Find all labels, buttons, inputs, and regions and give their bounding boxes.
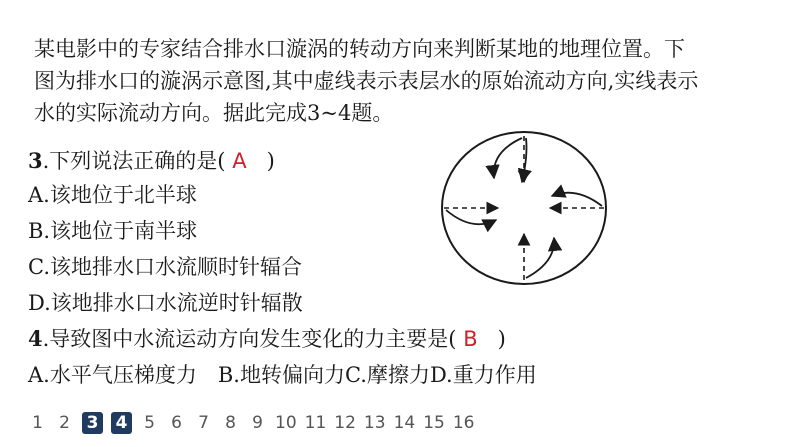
q3-option-b: B.该地位于南半球 — [28, 219, 198, 243]
page-link-8[interactable]: 8 — [225, 413, 236, 433]
page-link-4[interactable]: 4 — [111, 412, 132, 434]
solid-arrow-right — [552, 193, 602, 206]
question-3-answer: A — [232, 149, 247, 173]
page-link-14[interactable]: 14 — [393, 413, 416, 433]
page-link-10[interactable]: 10 — [275, 413, 297, 433]
page-link-9[interactable]: 9 — [252, 413, 263, 433]
question-4-text: .导致图中水流运动方向发生变化的力主要是( — [42, 327, 457, 351]
page-link-13[interactable]: 13 — [363, 413, 386, 433]
question-4-stem — [28, 324, 506, 354]
intro-line-1: 某电影中的专家结合排水口漩涡的转动方向来判断某地的地理位置。下 — [34, 37, 685, 61]
page-link-16[interactable]: 16 — [452, 413, 475, 433]
intro-line-2: 图为排水口的漩涡示意图,其中虚线表示表层水的原始流动方向,实线表示 — [34, 69, 699, 93]
page-link-7[interactable]: 7 — [198, 413, 209, 433]
page-link-2[interactable]: 2 — [59, 413, 70, 433]
q4-options: A.水平气压梯度力 B.地转偏向力C.摩擦力D.重力作用 — [28, 363, 537, 387]
page-link-5[interactable]: 5 — [144, 413, 155, 433]
solid-arrow-lower-right — [526, 238, 554, 278]
drain-vortex-diagram — [436, 128, 612, 288]
page-link-6[interactable]: 6 — [171, 413, 182, 433]
q3-option-a: A.该地位于北半球 — [28, 183, 197, 207]
question-4-answer: B — [463, 327, 478, 351]
question-3-stem — [28, 146, 275, 176]
page-link-15[interactable]: 15 — [423, 413, 445, 433]
solid-arrow-upper-left — [494, 138, 522, 178]
page-navigation — [28, 410, 482, 436]
solid-arrow-left — [446, 210, 496, 224]
question-3-close: ) — [266, 149, 275, 173]
solid-arrow-top-right — [522, 138, 527, 182]
page-link-12[interactable]: 12 — [334, 413, 356, 433]
page-link-3[interactable]: 3 — [82, 412, 103, 434]
question-4-number: 4 — [28, 326, 43, 351]
page-link-11[interactable]: 11 — [304, 413, 327, 433]
page-link-1[interactable]: 1 — [32, 413, 43, 433]
q3-option-c: C.该地排水口水流顺时针辐合 — [28, 255, 302, 279]
question-4-close: ) — [497, 327, 506, 351]
q3-option-d: D.该地排水口水流逆时针辐散 — [28, 291, 303, 315]
question-3-text: .下列说法正确的是( — [42, 149, 226, 173]
intro-line-3: 水的实际流动方向。据此完成3~4题。 — [34, 101, 394, 125]
question-3-number: 3 — [28, 148, 43, 173]
